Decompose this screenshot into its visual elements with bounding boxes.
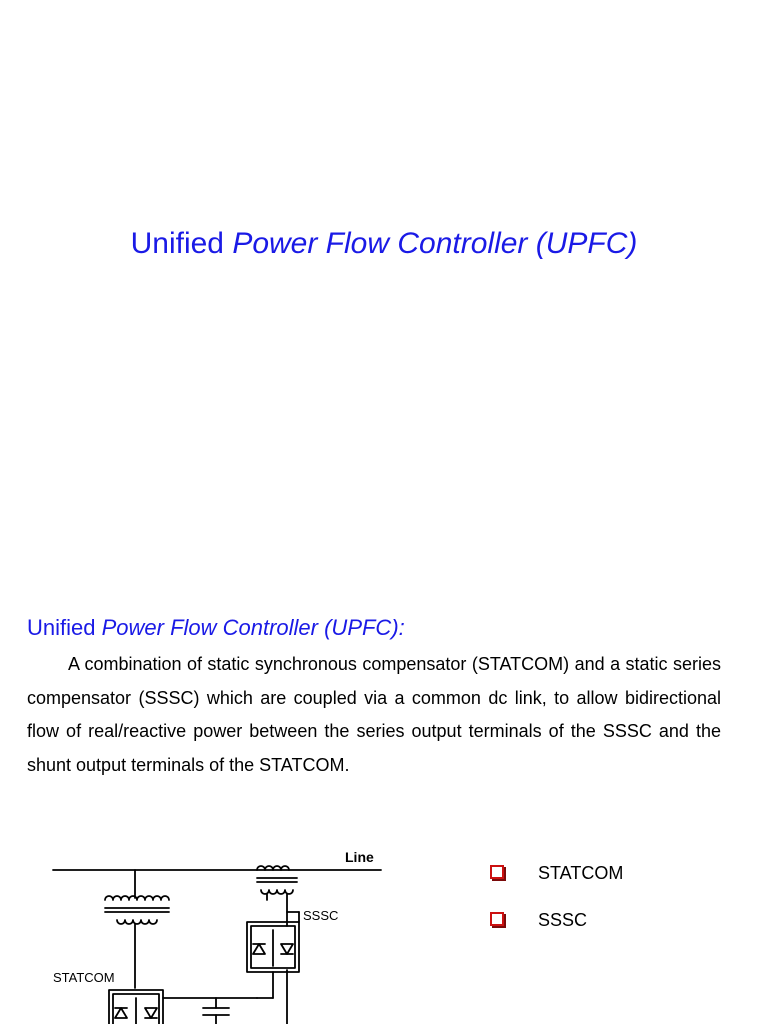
body-paragraph: A combination of static synchronous compensator (STATCOM) and a static series compensator (SSSC) which are coupled via a common dc link, to allow bidirectional flow of real/reactive power between the series output terminals of the SSSC and the shunt output terminals of the STATCOM. [27,654,721,775]
bullet-label: STATCOM [538,863,624,883]
slide-title-italic: Power Flow Controller (UPFC) [232,227,638,260]
statcom-label: STATCOM [53,970,115,985]
checkbox-bullet-icon [490,865,504,879]
slide-title [0,226,768,262]
statcom-transformer-secondary [117,920,157,924]
slide-title-normal: Unified [130,227,233,260]
section-heading-italic: Power Flow Controller (UPFC): [101,615,405,640]
upfc-circuit-diagram [45,838,395,1024]
checkbox-bullet-icon [490,912,504,926]
section-heading [27,614,405,642]
statcom-transformer-primary [105,896,169,900]
bullet-label: SSSC [538,910,588,930]
series-transformer-secondary [261,890,293,894]
sssc-label: SSSC [303,908,339,923]
section-heading-normal: Unified [27,615,102,640]
line-label: Line [345,849,374,865]
